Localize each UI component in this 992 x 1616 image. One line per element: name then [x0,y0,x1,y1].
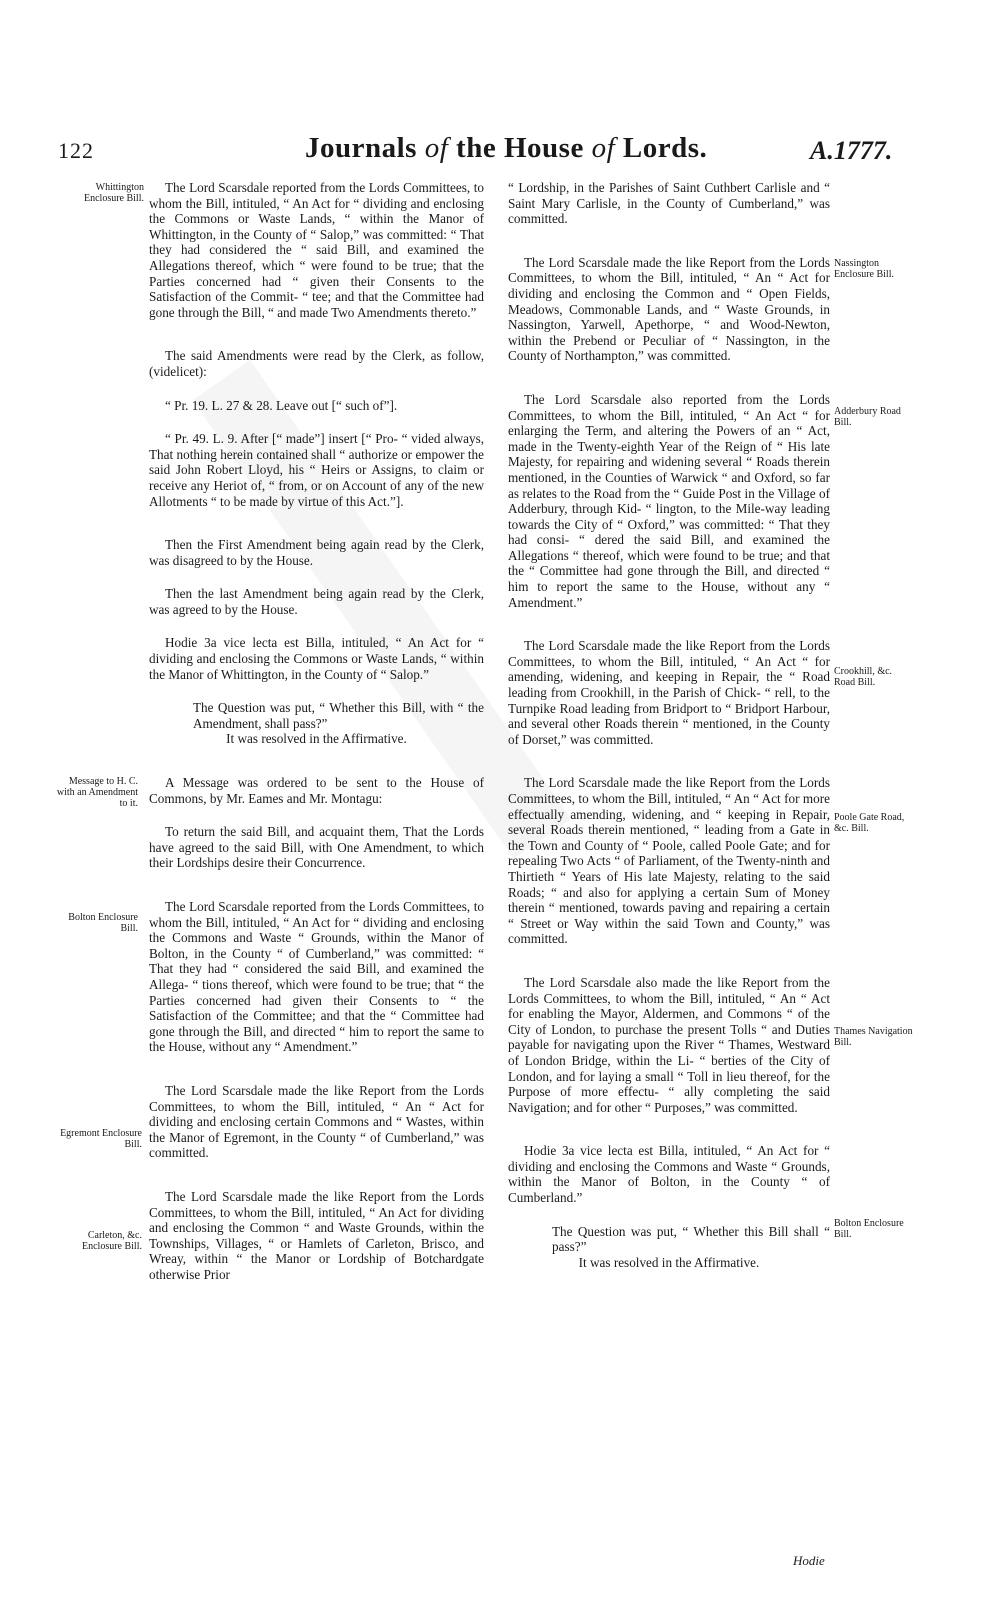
left-column [149,180,484,1282]
paragraph: “ Pr. 19. L. 27 & 28. Leave out [“ such of”]. [165,397,398,413]
margin-note-carleton: Carleton, &c. Enclosure Bill. [82,1230,142,1252]
paragraph: The said Amendments were read by the Clerk, as follow, (videlicet): [149,348,484,379]
running-head-house: House [503,132,592,164]
margin-note-thames: Thames Navigation Bill. [834,1026,913,1048]
paragraph: A Message was ordered to be sent to the House of Commons, by Mr. Eames and Mr. Montagu: [149,775,484,806]
paragraph: The Question was put, “ Whether this Bill shall “ pass?” [552,1223,830,1255]
paragraph: The Lord Scarsdale also reported from the Lords Committees, to whom the Bill, intituled, “ An Act “ for enlarging the Term, and altering the Powers of an “ Act, made in the Twenty-eighth Year of the Reign of “ His late Majesty, for repairing and widening several “ Roads therein mentioned, in the Counties of Warwick “ and Oxford, so far as relates to the Road from the “ Guide Post in the Village of Adderbury, through Kid- “ lington, to the Mile-way leading towards the City of “ Oxford,” was committed: “ That they had consi- “ dered the said Bill, and examined the Allegations “ thereof, which were found to be true; and that the “ Committee had gone through the Bill, and directed “ him to report the same to the House, without any “ Amendment.” [508,391,830,610]
paragraph: The Lord Scarsdale made the like Report from the Lords Committees, to whom the Bill, intituled, “ An “ Act for dividing and enclosing the Common and “ Open Fields, Meadows, Commonable Lands, and “ Waste Grounds, in Nassington, Yarwell, Apethorpe, “ and Wood-Newton, within the Prebend or Peculiar of “ Nassington, in the County of Northampton,” was committed. [508,254,830,364]
year: A.1777. [810,136,893,165]
margin-note-bolton-2: Bolton Enclosure Bill. [834,1218,904,1240]
paragraph: “ Pr. 49. L. 9. After [“ made”] insert [“ Pro- “ vided always, That nothing herein contained shall “ authorize or empower the said John Robert Lloyd, his “ Heirs or Assigns, to claim or receive any Heriot of, “ from, or on Account of any of the new Allotments “ to be made by virtue of this Act.”]. [149,431,484,509]
paragraph: Then the last Amendment being again read by the Clerk, was agreed to by the House. [149,586,484,617]
paragraph: The Lord Scarsdale made the like Report from the Lords Committees, to whom the Bill, intituled, “ An Act “ for amending, widening, and keeping in Repair, the “ Road leading from Crookhill, in the Parish of Chick- “ rell, to the Turnpike Road leading from Bridport to “ Bridport Harbour, and several other Roads therein “ mentioned, in the County of Dorset,” was committed. [508,638,830,747]
paragraph: The Question was put, “ Whether this Bill, with “ the Amendment, shall pass?” [193,700,484,731]
right-column [508,180,830,1270]
running-head-lords: Lords. [615,132,708,164]
paragraph: It was resolved in the Affirmative. [578,1254,760,1270]
paragraph: It was resolved in the Affirmative. [226,731,407,747]
paragraph: The Lord Scarsdale reported from the Lords Committees, to whom the Bill, intituled, “ An Act for “ dividing and enclosing the Commons and Waste “ Grounds, within the Manor of Bolton, in the County “ of Cumberland,” was committed: “ That they had “ considered the said Bill, and examined the Allega- “ tions thereof, which were found to be true; that “ the Parties concerned had given their Consents to “ the Satisfaction of the Committee; and that the “ Committee had gone through the Bill, and directed “ him to report the same to the House, without any “ Amendment.” [149,899,484,1055]
paragraph: Hodie 3a vice lecta est Billa, intituled, “ An Act for “ dividing and enclosing the Commons or Waste Lands, “ within the Manor of Whittington, in the County of “ Salop.” [149,635,484,682]
paragraph: Then the First Amendment being again read by the Clerk, was disagreed to by the House. [149,537,484,568]
margin-note-whittington: Whittington Enclosure Bill. [84,182,144,204]
margin-note-poole: Poole Gate Road, &c. Bill. [834,812,905,834]
running-head-of-2: of [591,132,616,164]
paragraph: To return the said Bill, and acquaint them, That the Lords have agreed to the said Bill, with One Amendment, to which their Lordships desire their Concurrence. [149,824,484,871]
running-head-of: of [424,132,449,164]
paragraph: The Lord Scarsdale also made the like Report from the Lords Committees, to whom the Bill, intituled, “ An “ Act for enabling the Mayor, Aldermen, and Commons “ of the City of London, to purchase the present Tolls “ and Duties payable for navigating upon the River “ Thames, Westward of London Bridge, within the Li- “ berties of the City of London, and for laying a small “ Toll in lieu thereof, for the Purpose of more effectu- “ ally completing the said Navigation; and for other “ Purposes,” was committed. [508,974,830,1115]
running-head-the: the [448,132,504,164]
margin-note-message: Message to H. C. with an Amendment to it. [56,776,138,809]
catchword: Hodie [793,1553,825,1568]
page-number: 122 [58,138,94,163]
paragraph: “ Lordship, in the Parishes of Saint Cuthbert Carlisle and “ Saint Mary Carlisle, in the County of Cumberland,” was committed. [508,180,830,227]
margin-note-crookhill: Crookhill, &c. Road Bill. [834,666,893,688]
paragraph: Hodie 3a vice lecta est Billa, intituled, “ An Act for “ dividing and enclosing the Commons and Waste “ Grounds, within the Manor of Bolton, in the County “ of Cumberland.” [508,1143,830,1206]
paragraph: The Lord Scarsdale made the like Report from the Lords Committees, to whom the Bill, intituled, “ An “ Act for more effectually amending, widening, and “ keeping in Repair, several Roads therein mentioned, “ leading from a Gate in the Town and County of “ Poole, called Poole Gate; and for repealing Two Acts “ of Parliament, of the Twenty-ninth and Thirtieth “ Years of His late Majesty, relating to the said Roads; “ and also for applying a certain Sum of Money therein “ mentioned, towards paving and repairing a certain “ Street or Way within the said Town and County,” was committed. [508,775,830,947]
paragraph: The Lord Scarsdale made the like Report from the Lords Committees, to whom the Bill, intituled, “ An Act for dividing and enclosing the Common “ and Waste Grounds, within the Townships, Villages, “ or Hamlets of Carleton, Brisco, and Wreay, within “ the Manor or Lordship of Botchardgate otherwise Prior [149,1188,484,1282]
running-head [305,132,707,165]
paragraph: The Lord Scarsdale reported from the Lords Committees, to whom the Bill, intituled, “ An Act for “ dividing and enclosing the Commons or Waste Lands, “ within the Manor of Whittington, in the County of “ Salop,” was committed: “ That they had considered the “ said Bill, and examined the Allegations thereof, which “ were found to be true; that the Parties concerned had “ given their Consents to the Satisfaction of the Commit- “ tee; and that the Committee had gone through the Bill, “ and made Two Amendments thereto.” [149,180,484,320]
margin-note-nassington: Nassington Enclosure Bill. [834,258,894,280]
margin-note-adderbury: Adderbury Road Bill. [834,406,901,428]
paragraph: The Lord Scarsdale made the like Report from the Lords Committees, to whom the Bill, intituled, “ An “ Act for dividing and enclosing certain Commons and “ Wastes, within the Manor of Egremont, in the County “ of Cumberland,” was committed. [149,1082,484,1161]
running-head-journals: Journals [305,132,425,164]
margin-note-bolton: Bolton Enclosure Bill. [68,912,138,934]
margin-note-egremont: Egremont Enclosure Bill. [60,1128,142,1150]
